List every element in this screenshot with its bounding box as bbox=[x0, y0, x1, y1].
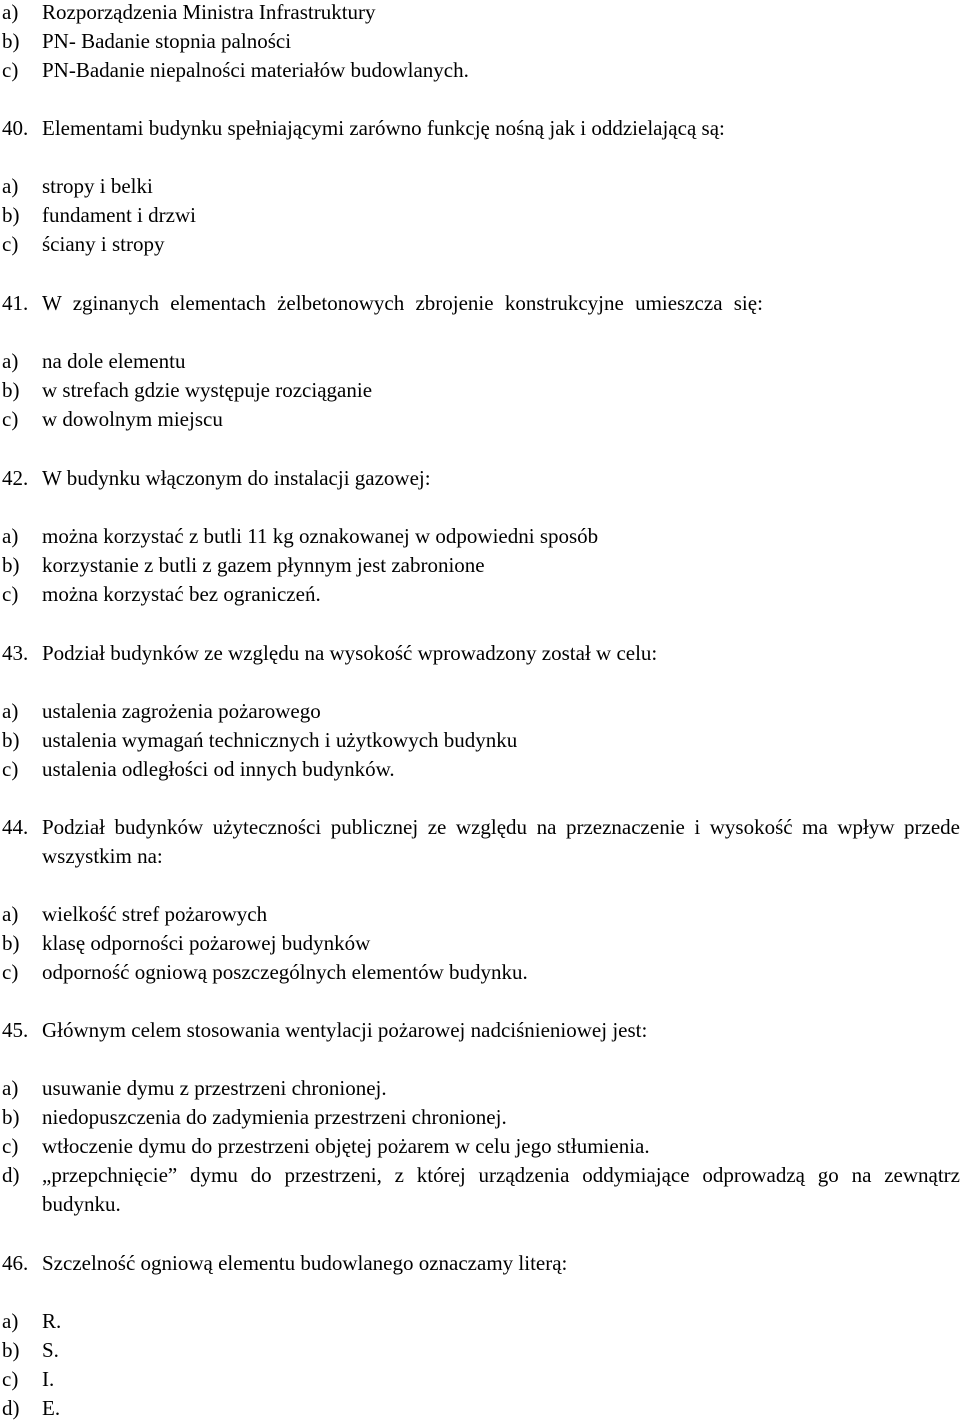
option-item bbox=[0, 347, 960, 376]
question-line bbox=[0, 639, 960, 668]
option-item bbox=[0, 1394, 960, 1423]
option-item bbox=[0, 56, 960, 85]
question-45 bbox=[0, 1016, 960, 1045]
question-number: 40. bbox=[2, 116, 29, 140]
option-text: ustalenia odległości od innych budynków. bbox=[42, 757, 395, 781]
question-number: 42. bbox=[2, 466, 29, 490]
option-item bbox=[0, 1161, 960, 1219]
option-text: fundament i drzwi bbox=[42, 203, 196, 227]
question-42 bbox=[0, 464, 960, 493]
option-text: I. bbox=[42, 1367, 55, 1391]
option-text: R. bbox=[42, 1309, 62, 1333]
option-item bbox=[0, 755, 960, 784]
option-text: PN-Badanie niepalności materiałów budowlanych. bbox=[42, 58, 469, 82]
option-text: ustalenia zagrożenia pożarowego bbox=[42, 699, 321, 723]
option-item bbox=[0, 1103, 960, 1132]
option-label: b) bbox=[2, 203, 20, 227]
question-number: 44. bbox=[2, 815, 29, 839]
option-item bbox=[0, 405, 960, 434]
option-label: b) bbox=[2, 931, 20, 955]
option-item bbox=[0, 172, 960, 201]
option-label: c) bbox=[2, 960, 19, 984]
question-40 bbox=[0, 114, 960, 143]
option-text: w strefach gdzie występuje rozciąganie bbox=[42, 378, 373, 402]
question-text: Elementami budynku spełniającymi zarówno funkcję nośną jak i oddzielającą są: bbox=[42, 116, 725, 140]
option-item bbox=[0, 726, 960, 755]
option-text: można korzystać z butli 11 kg oznakowanej w odpowiedni sposób bbox=[42, 524, 599, 548]
option-text: stropy i belki bbox=[42, 174, 153, 198]
option-text: wtłoczenie dymu do przestrzeni objętej pożarem w celu jego stłumienia. bbox=[42, 1134, 650, 1158]
option-item bbox=[0, 580, 960, 609]
question-line bbox=[0, 1016, 960, 1045]
question-40-options bbox=[0, 172, 960, 259]
option-text: niedopuszczenia do zadymienia przestrzeni chronionej. bbox=[42, 1105, 507, 1129]
option-label: b) bbox=[2, 378, 20, 402]
option-label: c) bbox=[2, 757, 19, 781]
option-text: wielkość stref pożarowych bbox=[42, 902, 268, 926]
option-text: E. bbox=[42, 1396, 61, 1420]
question-number: 43. bbox=[2, 641, 29, 665]
option-item bbox=[0, 1336, 960, 1365]
option-item bbox=[0, 551, 960, 580]
option-item bbox=[0, 522, 960, 551]
option-text: na dole elementu bbox=[42, 349, 186, 373]
question-text: Głównym celem stosowania wentylacji pożarowej nadciśnieniowej jest: bbox=[42, 1018, 648, 1042]
question-43 bbox=[0, 639, 960, 668]
question-46 bbox=[0, 1249, 960, 1278]
question-44-options bbox=[0, 900, 960, 987]
option-text: można korzystać bez ograniczeń. bbox=[42, 582, 321, 606]
option-label: a) bbox=[2, 524, 19, 548]
question-44 bbox=[0, 813, 960, 871]
option-text: PN- Badanie stopnia palności bbox=[42, 29, 292, 53]
option-item bbox=[0, 900, 960, 929]
option-item bbox=[0, 1074, 960, 1103]
option-item bbox=[0, 929, 960, 958]
option-label: d) bbox=[2, 1163, 20, 1187]
option-label: c) bbox=[2, 1134, 19, 1158]
option-item bbox=[0, 376, 960, 405]
option-item bbox=[0, 230, 960, 259]
option-label: a) bbox=[2, 349, 19, 373]
option-label: b) bbox=[2, 1105, 20, 1129]
option-text: Rozporządzenia Ministra Infrastruktury bbox=[42, 0, 376, 24]
option-label: a) bbox=[2, 902, 19, 926]
option-text: S. bbox=[42, 1338, 59, 1362]
question-line bbox=[0, 464, 960, 493]
question-41-options bbox=[0, 347, 960, 434]
option-label: b) bbox=[2, 728, 20, 752]
option-label: b) bbox=[2, 553, 20, 577]
option-label: a) bbox=[2, 0, 19, 24]
continued-options bbox=[0, 0, 960, 85]
question-text: Podział budynków użyteczności publicznej ze względu na przeznaczenie i wysokość ma wpływ przede wszystkim na: bbox=[42, 815, 960, 868]
option-label: a) bbox=[2, 699, 19, 723]
option-text: „przepchnięcie” dymu do przestrzeni, z której urządzenia oddymiające odprowadzą go na zewnątrz budynku. bbox=[42, 1163, 960, 1216]
question-line bbox=[0, 813, 960, 871]
option-text: klasę odporności pożarowej budynków bbox=[42, 931, 371, 955]
option-text: usuwanie dymu z przestrzeni chronionej. bbox=[42, 1076, 387, 1100]
option-label: a) bbox=[2, 1309, 19, 1333]
option-item bbox=[0, 201, 960, 230]
option-text: w dowolnym miejscu bbox=[42, 407, 223, 431]
option-item bbox=[0, 27, 960, 56]
option-label: a) bbox=[2, 1076, 19, 1100]
option-label: d) bbox=[2, 1396, 20, 1420]
question-number: 41. bbox=[2, 291, 29, 315]
option-item bbox=[0, 958, 960, 987]
option-text: korzystanie z butli z gazem płynnym jest zabronione bbox=[42, 553, 485, 577]
question-41 bbox=[0, 289, 960, 318]
question-line bbox=[0, 289, 960, 318]
option-label: c) bbox=[2, 582, 19, 606]
option-item bbox=[0, 697, 960, 726]
question-number: 45. bbox=[2, 1018, 29, 1042]
option-text: odporność ogniową poszczególnych elementów budynku. bbox=[42, 960, 528, 984]
question-text: Szczelność ogniową elementu budowlanego oznaczamy literą: bbox=[42, 1251, 568, 1275]
option-label: c) bbox=[2, 58, 19, 82]
question-46-options bbox=[0, 1307, 960, 1423]
option-item bbox=[0, 1365, 960, 1394]
question-43-options bbox=[0, 697, 960, 784]
question-42-options bbox=[0, 522, 960, 609]
question-line bbox=[0, 1249, 960, 1278]
option-label: b) bbox=[2, 29, 20, 53]
option-label: c) bbox=[2, 1367, 19, 1391]
option-text: ustalenia wymagań technicznych i użytkowych budynku bbox=[42, 728, 518, 752]
option-label: b) bbox=[2, 1338, 20, 1362]
question-text: W zginanych elementach żelbetonowych zbrojenie konstrukcyjne umieszcza się: bbox=[42, 291, 763, 315]
option-item bbox=[0, 1307, 960, 1336]
question-line bbox=[0, 114, 960, 143]
question-45-options bbox=[0, 1074, 960, 1219]
option-text: ściany i stropy bbox=[42, 232, 165, 256]
option-label: a) bbox=[2, 174, 19, 198]
option-label: c) bbox=[2, 232, 19, 256]
option-item bbox=[0, 0, 960, 27]
question-text: Podział budynków ze względu na wysokość wprowadzony został w celu: bbox=[42, 641, 658, 665]
option-label: c) bbox=[2, 407, 19, 431]
option-item bbox=[0, 1132, 960, 1161]
question-number: 46. bbox=[2, 1251, 29, 1275]
question-text: W budynku włączonym do instalacji gazowej: bbox=[42, 466, 431, 490]
